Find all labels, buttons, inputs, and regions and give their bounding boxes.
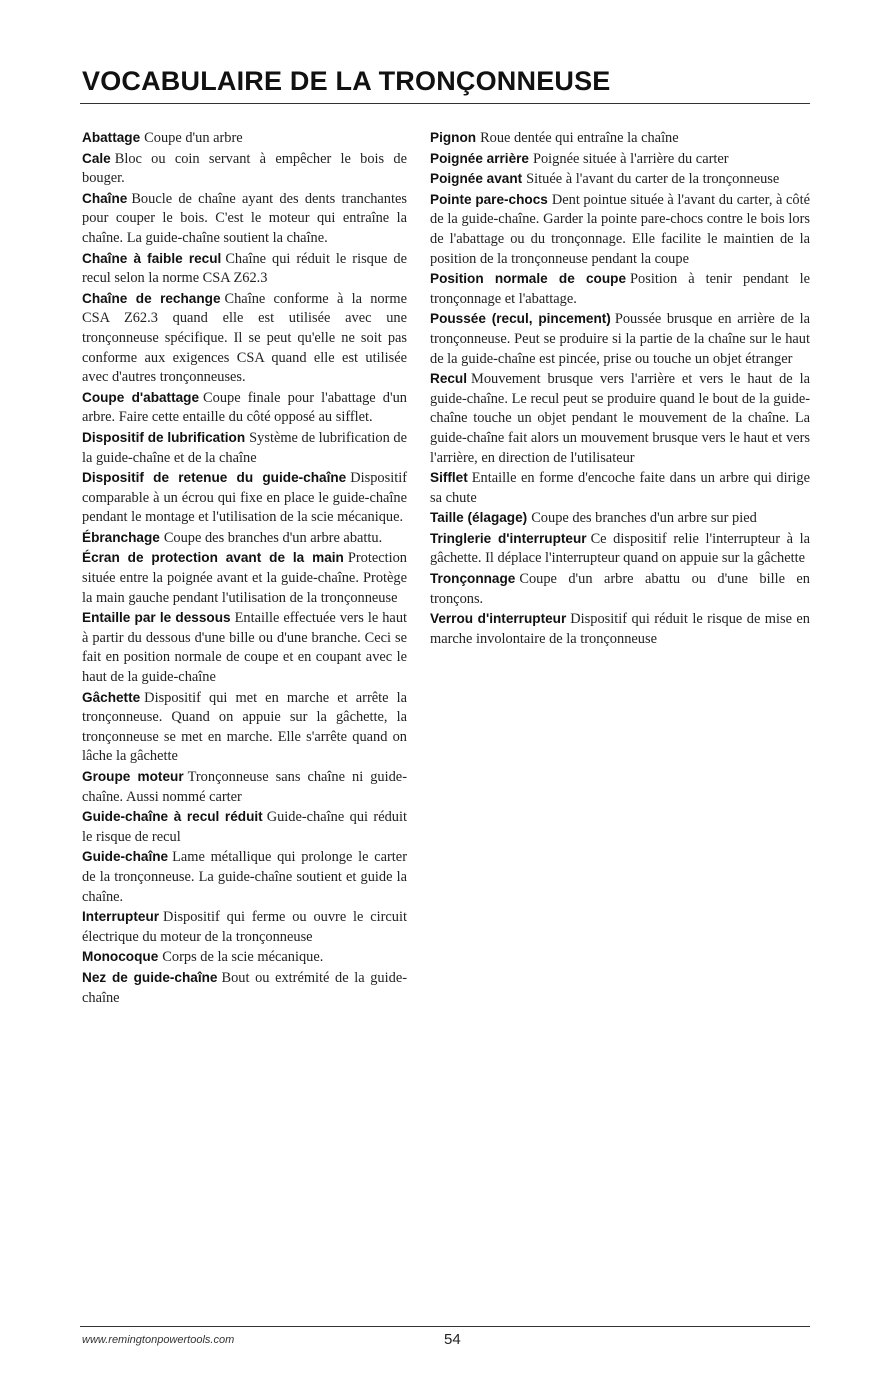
glossary-definition: Protection située entre la poignée avant et la guide-chaîne. Protège la main gauche pendant l'utilisation de la tronçonneuse [82, 550, 407, 606]
glossary-term: Interrupteur [82, 909, 160, 925]
glossary-term: Poignée arrière [430, 150, 529, 166]
glossary-term: Poignée avant [430, 171, 523, 187]
glossary-entry [82, 128, 407, 149]
glossary-term: Guide-chaîne [82, 849, 169, 865]
glossary-term: Chaîne [82, 190, 128, 206]
glossary-entry [82, 388, 407, 428]
glossary-entry [430, 149, 810, 170]
glossary-left-column [82, 128, 407, 1008]
glossary-term: Groupe moteur [82, 769, 184, 784]
glossary-definition: Corps de la scie mécanique. [162, 949, 324, 966]
glossary-entry [430, 169, 810, 190]
glossary-term: Coupe d'abattage [82, 389, 200, 405]
glossary-definition: Dent pointue située à l'avant du carter, à côté de la guide-chaîne. Garder la pointe pare-chocs contre le bois lors de l'abattage ou du tronçonnage. Elle facilite le maintien de la position de la tronçonneuse pendant la coupe [430, 191, 811, 267]
glossary-definition: Dispositif qui réduit le risque de mise en marche involontaire de la tronçonneuse [430, 611, 810, 647]
glossary-entry [82, 528, 407, 549]
glossary-right-column [430, 128, 810, 649]
glossary-entry [430, 190, 810, 269]
glossary-term: Dispositif de lubrification [82, 429, 246, 445]
page-title: VOCABULAIRE DE LA TRONÇONNEUSE [82, 66, 611, 96]
glossary-entry [430, 529, 810, 569]
glossary-entry [82, 847, 407, 907]
glossary-term: Guide-chaîne à recul réduit [82, 809, 263, 825]
glossary-definition: Chaîne conforme à la norme CSA Z62.3 quand elle est utilisée avec une tronçonneuse spécifique. Il se peut qu'elle ne soit pas conforme aux exigences CSA quand elle est utilisée avec d'autres tronçonneuses. [82, 290, 407, 386]
footer-rule [80, 1326, 810, 1327]
glossary-term: Chaîne à faible recul [82, 250, 222, 266]
glossary-definition: Dispositif qui ferme ou ouvre le circuit électrique du moteur de la tronçonneuse [82, 909, 407, 945]
glossary-entry [430, 269, 810, 309]
glossary-entry [82, 249, 407, 289]
glossary-definition: Poussée brusque en arrière de la tronçonneuse. Peut se produire si la partie de la chaîne sur le haut de la guide-chaîne est pincée, prise ou touche un objet étranger [430, 311, 810, 367]
glossary-term: Monocoque [82, 949, 159, 965]
glossary-term: Cale [82, 150, 111, 166]
page-number: 54 [444, 1331, 461, 1348]
glossary-entry [82, 907, 407, 947]
glossary-definition: Roue dentée qui entraîne la chaîne [480, 130, 679, 146]
glossary-entry [82, 189, 407, 249]
glossary-definition: Coupe des branches d'un arbre abattu. [163, 529, 383, 546]
glossary-definition: Position à tenir pendant le tronçonnage et l'abattage. [430, 271, 810, 307]
glossary-definition: Entaille en forme d'encoche faite dans un arbre qui dirige sa chute [430, 470, 810, 506]
glossary-term: Tringlerie d'interrupteur [430, 530, 587, 546]
glossary-entry [82, 548, 407, 608]
glossary-definition: Chaîne qui réduit le risque de recul selon la norme CSA Z62.3 [82, 250, 407, 287]
glossary-entry [82, 688, 407, 767]
glossary-definition: Située à l'avant du carter de la tronçonneuse [526, 171, 780, 188]
glossary-term: Position normale de coupe [430, 271, 627, 287]
glossary-term: Recul [430, 371, 468, 387]
glossary-entry [82, 468, 407, 528]
glossary-definition: Système de lubrification de la guide-chaîne et de la chaîne [82, 429, 407, 466]
title-underline [80, 103, 810, 104]
glossary-term: Dispositif de retenue du guide-chaîne [82, 470, 347, 486]
glossary-definition: Guide-chaîne qui réduit le risque de recul [82, 809, 407, 845]
glossary-definition: Coupe d'un arbre [144, 130, 243, 146]
glossary-term: Sifflet [430, 470, 468, 486]
glossary-entry [82, 807, 407, 847]
glossary-term: Nez de guide-chaîne [82, 969, 218, 985]
glossary-term: Ébranchage [82, 529, 160, 545]
glossary-term: Gâchette [82, 689, 141, 705]
glossary-entry [430, 468, 810, 508]
glossary-entry [82, 289, 407, 388]
glossary-entry [430, 309, 810, 369]
glossary-definition: Coupe des branches d'un arbre sur pied [531, 510, 757, 527]
glossary-definition: Poignée située à l'arrière du carter [532, 150, 729, 167]
glossary-entry [430, 128, 810, 149]
glossary-definition: Coupe finale pour l'abattage d'un arbre. Faire cette entaille du côté opposé au sifflet. [82, 389, 407, 426]
glossary-entry [82, 968, 407, 1008]
glossary-entry [82, 428, 407, 468]
glossary-definition: Bloc ou coin servant à empêcher le bois de bouger. [82, 150, 407, 187]
glossary-term: Taille (élagage) [430, 510, 528, 526]
glossary-definition: Mouvement brusque vers l'arrière et vers le haut de la guide-chaîne. Le recul peut se produire quand le bout de la guide-chaîne touche un objet pendant le mouvement de la chaîne. La guide-chaîne fait alors un mouvement brusque vers le haut et vers l'arrière, en direction de l'utilisateur [430, 371, 810, 466]
glossary-definition: Entaille effectuée vers le haut à partir du dessous d'une bille ou d'une branche. Ceci se fait en position normale de coupe et en coupant avec le haut de la guide-chaîne [82, 610, 408, 686]
glossary-definition: Dispositif qui met en marche et arrête la tronçonneuse. Quand on appuie sur la gâchette, la tronçonneuse se met en marche. Elle s'arrête quand on lâche la gâchette [82, 689, 407, 765]
glossary-entry [430, 369, 810, 468]
glossary-entry [82, 149, 407, 189]
glossary-term: Entaille par le dessous [82, 610, 231, 626]
glossary-term: Verrou d'interrupteur [430, 611, 567, 627]
glossary-term: Poussée (recul, pincement) [430, 311, 611, 327]
glossary-definition: Bout ou extrémité de la guide-chaîne [82, 969, 407, 1006]
glossary-definition: Dispositif comparable à un écrou qui fixe en place le guide-chaîne pendant le montage et l'utilisation de la scie mécanique. [82, 470, 407, 526]
glossary-term: Pignon [430, 130, 477, 145]
glossary-entry [82, 767, 407, 807]
glossary-term: Pointe pare-chocs [430, 191, 548, 207]
glossary-entry [82, 947, 407, 968]
glossary-term: Écran de protection avant de la main [82, 550, 344, 566]
footer-website-url: www.remingtonpowertools.com [82, 1334, 235, 1346]
glossary-definition: Lame métallique qui prolonge le carter de la tronçonneuse. La guide-chaîne soutient et guide la chaîne. [82, 849, 407, 905]
glossary-entry [430, 609, 810, 649]
glossary-entry [82, 608, 407, 687]
glossary-term: Chaîne de rechange [82, 290, 221, 306]
glossary-term: Abattage [82, 130, 141, 145]
glossary-definition: Ce dispositif relie l'interrupteur à la gâchette. Il déplace l'interrupteur quand on appuie sur la gâchette [430, 530, 811, 567]
glossary-definition: Boucle de chaîne ayant des dents tranchantes pour couper le bois. C'est le moteur qui entraîne la chaîne. La guide-chaîne soutient la chaîne. [82, 190, 407, 246]
glossary-definition: Coupe d'un arbre abattu ou d'une bille en tronçons. [430, 571, 810, 607]
glossary-definition: Tronçonneuse sans chaîne ni guide-chaîne. Aussi nommé carter [82, 769, 407, 805]
glossary-entry [430, 508, 810, 529]
glossary-entry [430, 569, 810, 609]
glossary-term: Tronçonnage [430, 571, 516, 587]
